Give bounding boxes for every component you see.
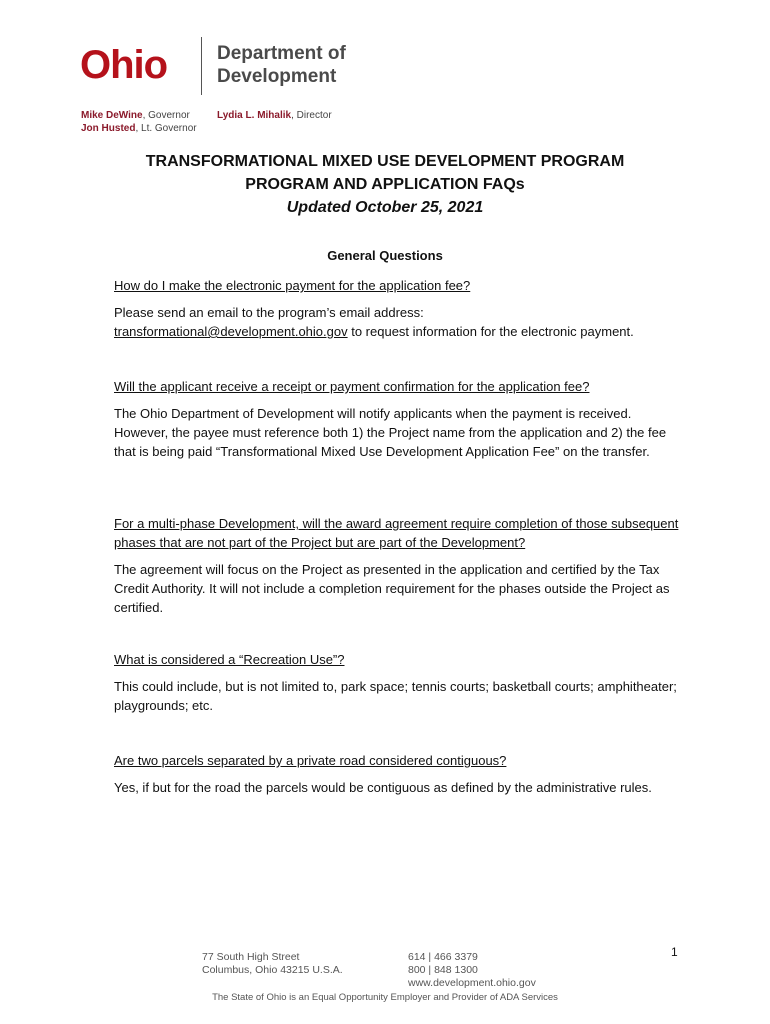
faq-answer: The Ohio Department of Development will notify applicants when the payment is received. However, the payee must reference both 1) the Project name from the application and 2) the fee that is being paid “Transformational Mixed Use Development Application Fee” on the transfer.: [114, 406, 667, 459]
director-block: [217, 109, 332, 122]
page-number: 1: [671, 945, 678, 959]
address-line-1: 77 South High Street: [202, 951, 300, 963]
faq-answer: [114, 303, 684, 341]
document-title-line-1: TRANSFORMATIONAL MIXED USE DEVELOPMENT PROGRAM: [145, 153, 625, 170]
faq-question: What is considered a “Recreation Use”?: [114, 652, 345, 667]
faq-item-2: [114, 377, 684, 461]
faq-answer: This could include, but is not limited to, park space; tennis courts; basketball courts; amphitheater; playgrounds; etc.: [114, 679, 677, 713]
ohio-logo: [80, 40, 167, 90]
lt-governor-title: , Lt. Governor: [135, 123, 197, 134]
governor-name: Mike DeWine: [81, 110, 143, 121]
ohio-logo-text: Ohio: [80, 43, 168, 87]
department-line-1: Department of: [217, 43, 346, 64]
header-divider: [201, 37, 202, 95]
footer-contact: [408, 951, 536, 990]
phone-2: 800 | 848 1300: [408, 964, 478, 976]
eeo-statement: The State of Ohio is an Equal Opportunity Employer and Provider of ADA Services: [212, 992, 558, 1003]
governor-block: [81, 109, 197, 135]
phone-1: 614 | 466 3379: [408, 951, 478, 963]
address-line-2: Columbus, Ohio 43215 U.S.A.: [202, 964, 343, 976]
updated-date: Updated October 25, 2021: [286, 199, 484, 216]
director-title: , Director: [291, 110, 332, 121]
faq-answer: The agreement will focus on the Project as presented in the application and certified by the Tax Credit Authority. It will not include a completion requirement for the phases outside the Project as certified.: [114, 562, 670, 615]
department-line-2: Development: [217, 66, 337, 87]
faq-item-5: [114, 751, 684, 797]
lt-governor-name: Jon Husted: [81, 123, 136, 134]
faq-question: Will the applicant receive a receipt or payment confirmation for the application fee?: [114, 379, 590, 394]
department-name: [217, 42, 346, 88]
faq-item-4: [114, 650, 684, 715]
faq-question: For a multi-phase Development, will the award agreement require completion of those subsequent phases that are not part of the Project but are part of the Development?: [114, 516, 679, 550]
faq-item-3: [114, 514, 684, 617]
document-title-line-2: PROGRAM AND APPLICATION FAQs: [245, 176, 525, 193]
governor-title: , Governor: [142, 110, 190, 121]
faq-item-1: [114, 276, 684, 341]
director-name: Lydia L. Mihalik: [217, 110, 292, 121]
faq-answer: Yes, if but for the road the parcels would be contiguous as defined by the administrative rules.: [114, 780, 652, 795]
section-heading: General Questions: [327, 248, 443, 263]
website-link[interactable]: www.development.ohio.gov: [408, 977, 536, 989]
faq-answer-text-post: to request information for the electronic payment.: [347, 324, 634, 339]
footer-address: [202, 951, 343, 977]
faq-question: How do I make the electronic payment for the application fee?: [114, 278, 471, 293]
faq-question: Are two parcels separated by a private road considered contiguous?: [114, 753, 507, 768]
email-link[interactable]: transformational@development.ohio.gov: [114, 324, 348, 339]
faq-answer-text: Please send an email to the program’s email address:: [114, 305, 424, 320]
